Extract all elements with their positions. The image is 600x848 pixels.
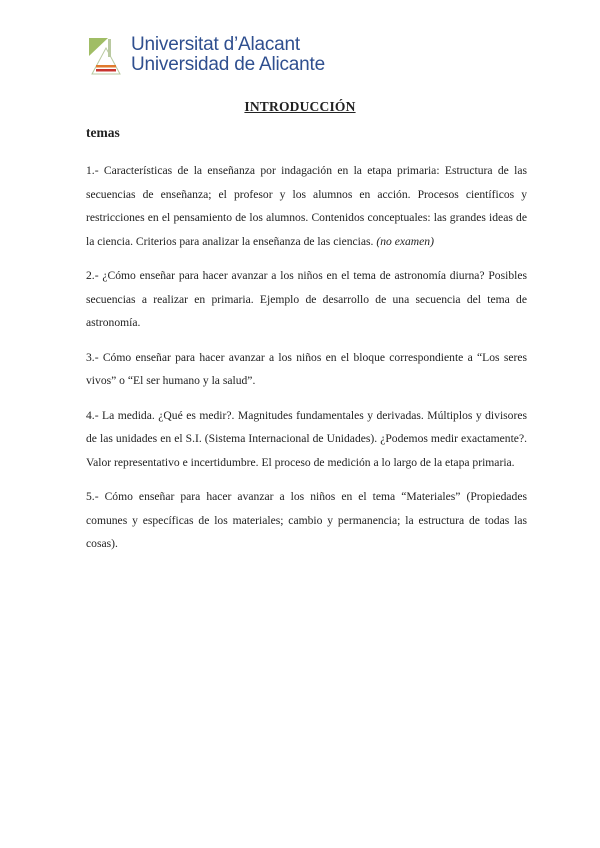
topic-text: 1.- Características de la enseñanza por indagación en la etapa primaria: Estructura de las secuencias de enseñanza; el profesor y los alumnos en acción. Procesos científicos y restricciones en el pensamiento de los alumnos. Contenidos conceptuales: las grandes ideas de la ciencia. Criterios para analizar la enseñanza de las ciencias.	[86, 164, 527, 248]
topic-text: 3.- Cómo enseñar para hacer avanzar a los niños en el bloque correspondiente a “Los seres vivos” o “El ser humano y la salud”.	[86, 350, 527, 387]
topic-item-3	[86, 346, 527, 393]
topic-item-5	[86, 485, 527, 556]
topic-item-2	[86, 264, 527, 335]
section-subtitle: temas	[86, 125, 120, 140]
university-emblem-icon	[86, 34, 126, 78]
topics-list	[86, 159, 527, 567]
topic-text: 5.- Cómo enseñar para hacer avanzar a los niños en el tema “Materiales” (Propiedades comunes y específicas de los materiales; cambio y permanencia; la estructura de todas las cosas).	[86, 490, 527, 550]
university-logo	[86, 34, 325, 78]
topic-item-1	[86, 159, 527, 253]
topic-text: 2.- ¿Cómo enseñar para hacer avanzar a los niños en el tema de astronomía diurna? Posibles secuencias a realizar en primaria. Ejemplo de desarrollo de una secuencia del tema de astronomía.	[86, 269, 527, 329]
topic-item-4	[86, 404, 527, 475]
logo-wordmark	[131, 35, 325, 75]
page-title: INTRODUCCIÓN	[244, 99, 356, 114]
logo-line-spanish: Universidad de Alicante	[131, 54, 325, 75]
topic-note: (no examen)	[376, 234, 434, 248]
topic-text: 4.- La medida. ¿Qué es medir?. Magnitudes fundamentales y derivadas. Múltiplos y divisores de las unidades en el S.I. (Sistema Internacional de Unidades). ¿Podemos medir exactamente?. Valor representativo e incertidumbre. El proceso de medición a lo largo de la etapa primaria.	[86, 408, 527, 469]
logo-line-valencian: Universitat d’Alacant	[131, 34, 300, 55]
